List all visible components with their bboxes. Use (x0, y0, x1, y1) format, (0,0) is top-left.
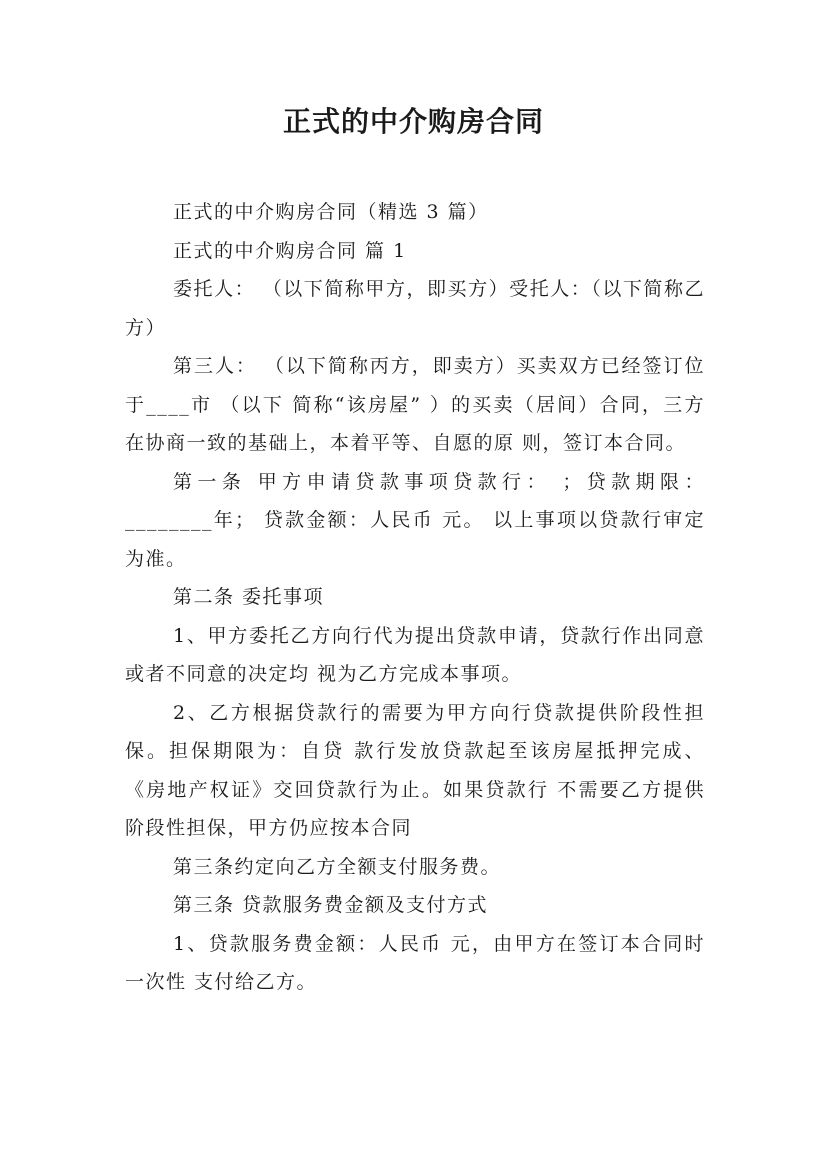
paragraph: 2、乙方根据贷款行的需要为甲方向行贷款提供阶段性担保。担保期限为：自贷 款行发放贷款起至该房屋抵押完成、 《房地产权证》交回贷款行为止。如果贷款行 不需要乙方提供阶段性担保，甲方仍应按本合同 (125, 701, 705, 839)
paragraph: 正式的中介购房合同（精选 3 篇） (173, 201, 489, 223)
paragraph: 委托人： （以下简称甲方，即买方）受托人：（以下简称乙方） (125, 278, 705, 339)
paragraph: 第三条 贷款服务费金额及支付方式 (173, 894, 489, 916)
paragraph: 第一条 甲方申请贷款事项贷款行： ；贷款期限：________年； 贷款金额：人民币 元。 以上事项以贷款行审定为准。 (125, 470, 705, 570)
paragraph: 第二条 委托事项 (173, 586, 325, 608)
paragraph: 第三人： （以下简称丙方，即卖方）买卖双方已经签订位于____市 （以下 简称“该房屋” ）的买卖（居间）合同，三方在协商一致的基础上，本着平等、自愿的原 则，签订本合同。 (125, 355, 705, 454)
document-title: 正式的中介购房合同 (282, 105, 544, 138)
paragraph: 第三条约定向乙方全额支付服务费。 (173, 855, 502, 878)
paragraph: 1、贷款服务费金额：人民币 元，由甲方在签订本合同时一次性 支付给乙方。 (125, 932, 705, 993)
paragraph: 1、甲方委托乙方向行代为提出贷款申请，贷款行作出同意或者不同意的决定均 视为乙方完成本事项。 (125, 624, 705, 685)
document-body (125, 193, 705, 1002)
paragraph: 正式的中介购房合同 篇 1 (173, 239, 407, 262)
